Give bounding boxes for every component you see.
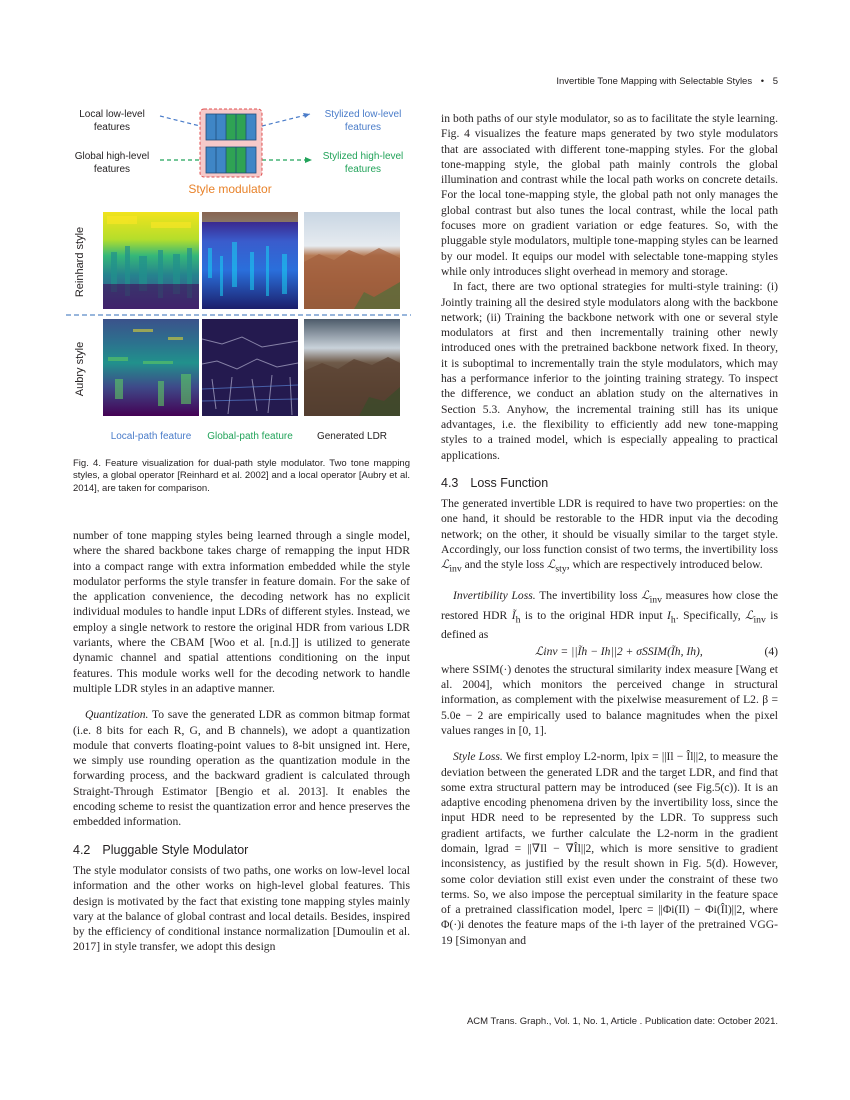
- label-local-low-level: Local low-level features: [79, 109, 145, 133]
- paragraph-quantization: Quantization. To save the generated LDR as common bitmap format (i.e. 8 bits for each R, G, and B channels), we adopt a quantization module that converts floating-point values to 8-bit unsigned int. Here, we simply use rounding operation as the quantization module in the forwarding process, and the backward gradient is calculated through Straight-Through Estimator [Bengio et al. 2013]. It enables the encoding scheme to resist the quantization error and hence preserves the embedded information.: [73, 708, 410, 829]
- reinhard-global-feature-map: [202, 212, 298, 309]
- row-label-aubry: Aubry style: [74, 341, 86, 397]
- paragraph-loss-intro: The generated invertible LDR is required to have two properties: on the one hand, it should be restorable to the HDR input via the decoding network; on the other, it should be visually similar to the target style. Accordingly, our loss function consist of two terms, the invertibility loss ℒ$_{inv}$ and the style loss ℒ$_{sty}$, which are respectively introduced below.: [441, 497, 778, 575]
- aubry-global-feature-map: [202, 319, 298, 416]
- paragraph: where SSIM(·) denotes the structural similarity index measure [Wang et al. 2004], which monitors the perceived change in structural information, as complement with the pixelwise measurement of L2. β = 5.0e − 2 are empirically used to balance magnitudes when the pixel values ranges in [0, 1].: [441, 662, 778, 737]
- label-stylized-high-level: Stylized high-level features: [322, 151, 404, 175]
- col-label-generated-ldr: Generated LDR: [316, 431, 388, 442]
- local-input-arrow: [160, 116, 200, 126]
- header-separator: •: [760, 76, 765, 87]
- figure-caption: Fig. 4. Feature visualization for dual-path style modulator. Two tone mapping styles, a global operator [Reinhard et al. 2002] and a local operator [Aubry et al. 2014], are taken for comparison.: [73, 458, 410, 494]
- paragraph: number of tone mapping styles being learned through a single model, where the shared backbone takes charge of remapping the input HDR into a compact range with extra information embedded while the style modulator performs the style transfer in feature domain. For the sake of the application convenience, the decoding network has no explicit individual modules to handle input LDRs of different styles. Instead, we employ a single network to restore the original HDR from various LDR variants, where the CBAM [Woo et al. [n.d.]] is utilized to generate dynamic channel and spatial attentions conditioning on the input features. This module works well for the decoding network to handle multiple LDR styles in an adaptive manner.: [73, 529, 410, 695]
- running-title: Invertible Tone Mapping with Selectable Styles: [556, 76, 753, 87]
- paragraph: in both paths of our style modulator, so as to facilitate the style learning. Fig. 4 visualizes the feature maps generated by two style modulators that are associated with different tone-mapping styles. For the global tone-mapping style, the global path mainly controls the global illumination and contrast while the local path works on concrete details. For the local tone-mapping style, the global path not only manages the global contrast but also tunes the local contrast, while the local path focuses more on gradient variation or edge features. So, with the pluggable style modulators, multiple tone-mapping styles can be learned by our model. It equips our model with selectable tone-mapping styles while only introduces slight overhead in memory and storage.: [441, 112, 778, 278]
- right-column: [441, 111, 778, 948]
- reinhard-generated-ldr: [304, 212, 400, 309]
- page-number: 5: [772, 76, 778, 87]
- paragraph-invertibility-loss: Invertibility Loss. The invertibility loss ℒ$_{inv}$ measures how close the restored HDR $Ĩ_h$ is to the original HDR input $I_h$. Specifically, ℒ$_{inv}$ is defined as: [441, 588, 779, 642]
- paragraph: In fact, there are two optional strategies for multi-style training: (i) Jointly training all the desired style modulators along with the backbone network; (ii) Training the backbone network with one or several style modulators at first and then incrementally training other newly introduced ones with the pretrained backbone network fixed. In theory, it is suboptimal to incrementally train the style modulators, which may has a performance inferior to the jointing training strategy. To inspect the difference, we conduct an ablation study on the alternatives in Section 5.3. Anyhow, the incremental training still has its unique advantages, i.e. the flexibility to efficiently add new tone-mapping styles to a trained model, which is especially appealing to practical applications.: [441, 280, 778, 462]
- paragraph: The style modulator consists of two paths, one works on low-level local information and the other works on high-level global features. This design is motivated by the fact that existing tone mapping styles mainly vary at the balance of global contrast and local details. Besides, inspired by the efficiency of conditional instance normalization [Dumoulin et al. 2017] in style transfer, we adopt this design: [73, 863, 410, 954]
- section-heading-4-2: 4.2 Pluggable Style Modulator: [73, 842, 249, 857]
- runin-heading: Quantization.: [85, 708, 149, 722]
- page-footer: ACM Trans. Graph., Vol. 1, No. 1, Article . Publication date: October 2021.: [466, 1016, 778, 1027]
- row-label-reinhard: Reinhard style: [74, 226, 86, 298]
- section-heading-4-3: 4.3 Loss Function: [441, 475, 549, 490]
- aubry-generated-ldr: [304, 319, 400, 416]
- left-column: [73, 528, 410, 955]
- local-output-arrow: [262, 114, 310, 126]
- style-modulator-diagram: [150, 104, 325, 182]
- label-global-high-level: Global high-level features: [74, 151, 150, 175]
- style-modulator-label: Style modulator: [188, 182, 272, 196]
- label-stylized-low-level: Stylized low-level features: [324, 109, 402, 133]
- running-header: [0, 76, 778, 87]
- paragraph-style-loss: Style Loss. We first employ L2-norm, lpix = ||Il − Îl||2, to measure the deviation between the generated LDR and the target LDR, and find that some extra structural pattern may be introduced (see Fig.5(c)). It is an adaptive encoding phenomena driven by the invertibility loss, since the input HDR need to be represented by the LDR. To suppress such gradient artifacts, we further calculate the L2-norm in the gradient domain, lgrad = ||∇Il − ∇Îl||2, which is more sensitive to gradient inconsistency, as justified by the result shown in Fig. 5(d). However, some color deviation still exist even under the constraint of these two terms. So, we also impose the perceptual similarity in the feature space of a pretrained classification model, lperc = ||Φi(Il) − Φi(Îl)||2, where Φ(·)i denotes the feature maps of the i-th layer of the pretrained VGG-19 [Simonyan and: [441, 750, 778, 947]
- col-label-local-path: Local-path feature: [110, 431, 192, 442]
- col-label-global-path: Global-path feature: [207, 431, 293, 442]
- aubry-local-feature-map: [103, 319, 199, 416]
- reinhard-local-feature-map: [103, 212, 199, 309]
- equation-4: ℒinv = ||Ĩh − Ih||2 + σSSIM(Ĩh, Ih), (4): [535, 645, 778, 659]
- row-separator: [66, 313, 411, 317]
